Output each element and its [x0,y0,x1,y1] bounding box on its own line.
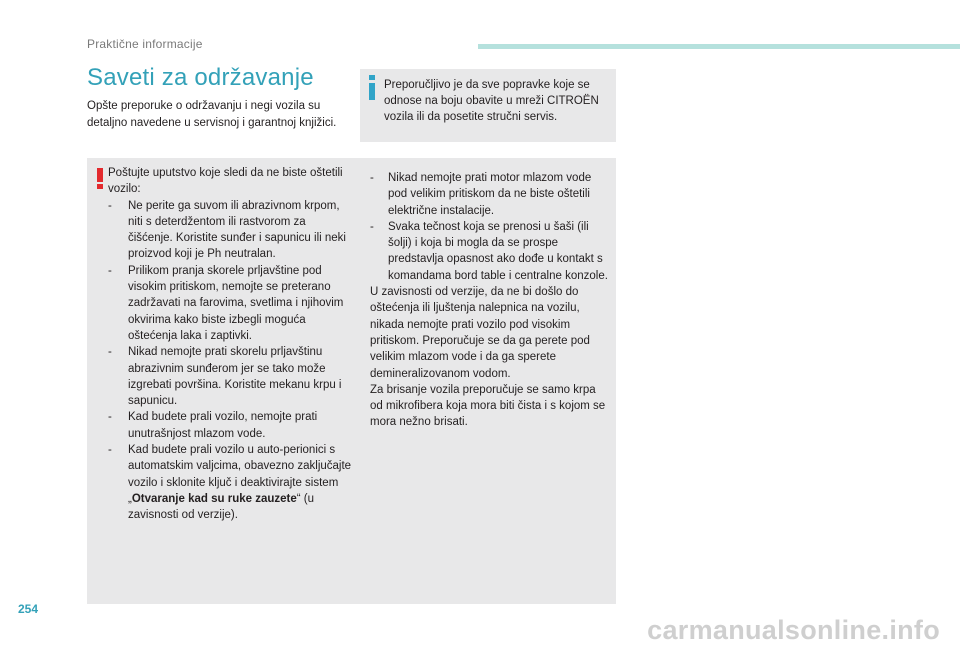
watermark: carmanualsonline.info [647,615,940,645]
info-note-text: Preporučljivo je da sve popravke koje se odnose na boju obavite u mreži CITROËN vozila ili da posetite stručni servis. [384,79,599,123]
list-bullet: - [370,220,374,233]
list-item [370,219,610,284]
list-item-text [128,442,353,523]
list-bullet: - [108,199,112,212]
warning-right-column [370,170,610,431]
list-item-text: Ne perite ga suvom ili abrazivnom krpom, niti s deterdžentom ili rastvorom za čišćenje. Koristite sunđer i sapunicu ili neki proizvod koji je Ph neutralan. [128,199,346,261]
info-icon [368,75,376,101]
list-item [108,263,353,344]
list-bullet: - [370,172,374,184]
list-bullet: - [108,346,112,359]
section-header: Praktične informacije [87,37,203,51]
list-item [108,198,353,263]
warning-left-column [108,165,353,524]
list-bullet: - [108,411,112,424]
list-item-text-part: Kad budete prali vozilo u auto-perionici s automatskim valjcima, obavezno zaključajte vozilo i sklonite ključ i deaktivirajte sistem „ [128,444,352,505]
intro-paragraph: Opšte preporuke o održavanju i negi vozila su detaljno navedene u servisnoj i garantnoj knjižici. [87,100,337,129]
list-item-text-part: “ (u zavisnosti od verzije). [128,492,314,522]
list-bullet: - [108,264,112,277]
list-item-text: Prilikom pranja skorele prljavštine pod visokim pritiskom, nemojte se preterano zadržavati na farovima, svetlima i njihovim okvirima kako biste izbegli moguća oštećenja laka i zaptivki. [128,264,344,342]
list-item [108,442,353,523]
warning-paragraph: Za brisanje vozila preporučuje se samo krpa od mikrofibera koja mora biti čista i s kojom se mora nežno brisati. [370,383,606,429]
list-item-text: Kad budete prali vozilo, nemojte prati unutrašnjost mlazom vode. [128,411,318,440]
info-note-box [360,69,616,142]
list-item [370,170,610,219]
warning-intro: Poštujte uputstvo koje sledi da ne biste oštetili vozilo: [108,167,343,196]
feature-name: Otvaranje kad su ruke zauzete [131,492,297,505]
page-title: Saveti za održavanje [87,64,314,91]
list-bullet: - [108,444,112,457]
page-number: 254 [18,602,39,616]
list-item [108,344,353,409]
list-item-text: Svaka tečnost koja se prenosi u šaši (ili šolji) i koja bi mogla da se prospe predstavlja opasnost ako dođe u kontakt s komandama bord table i centralne konzole. [388,220,608,282]
warning-icon [96,168,104,190]
list-item-text: Nikad nemojte prati motor mlazom vode pod velikim pritiskom da ne biste oštetili električne instalacije. [388,172,592,217]
list-item [108,409,353,442]
warning-paragraph: U zavisnosti od verzije, da ne bi došlo do oštećenja ili ljuštenja nalepnica na vozilu, nikada nemojte prati vozilo pod visokim pritiskom. Preporučuje se da ga perete pod velikim mlazom vode i da ga sperete demineralizovanom vodom. [370,286,590,380]
header-accent-bar [478,44,960,49]
list-item-text: Nikad nemojte prati skorelu prljavštinu abrazivnim sunđerom jer se tako može izgrebati površina. Koristite mekanu krpu i sapunicu. [128,346,342,408]
